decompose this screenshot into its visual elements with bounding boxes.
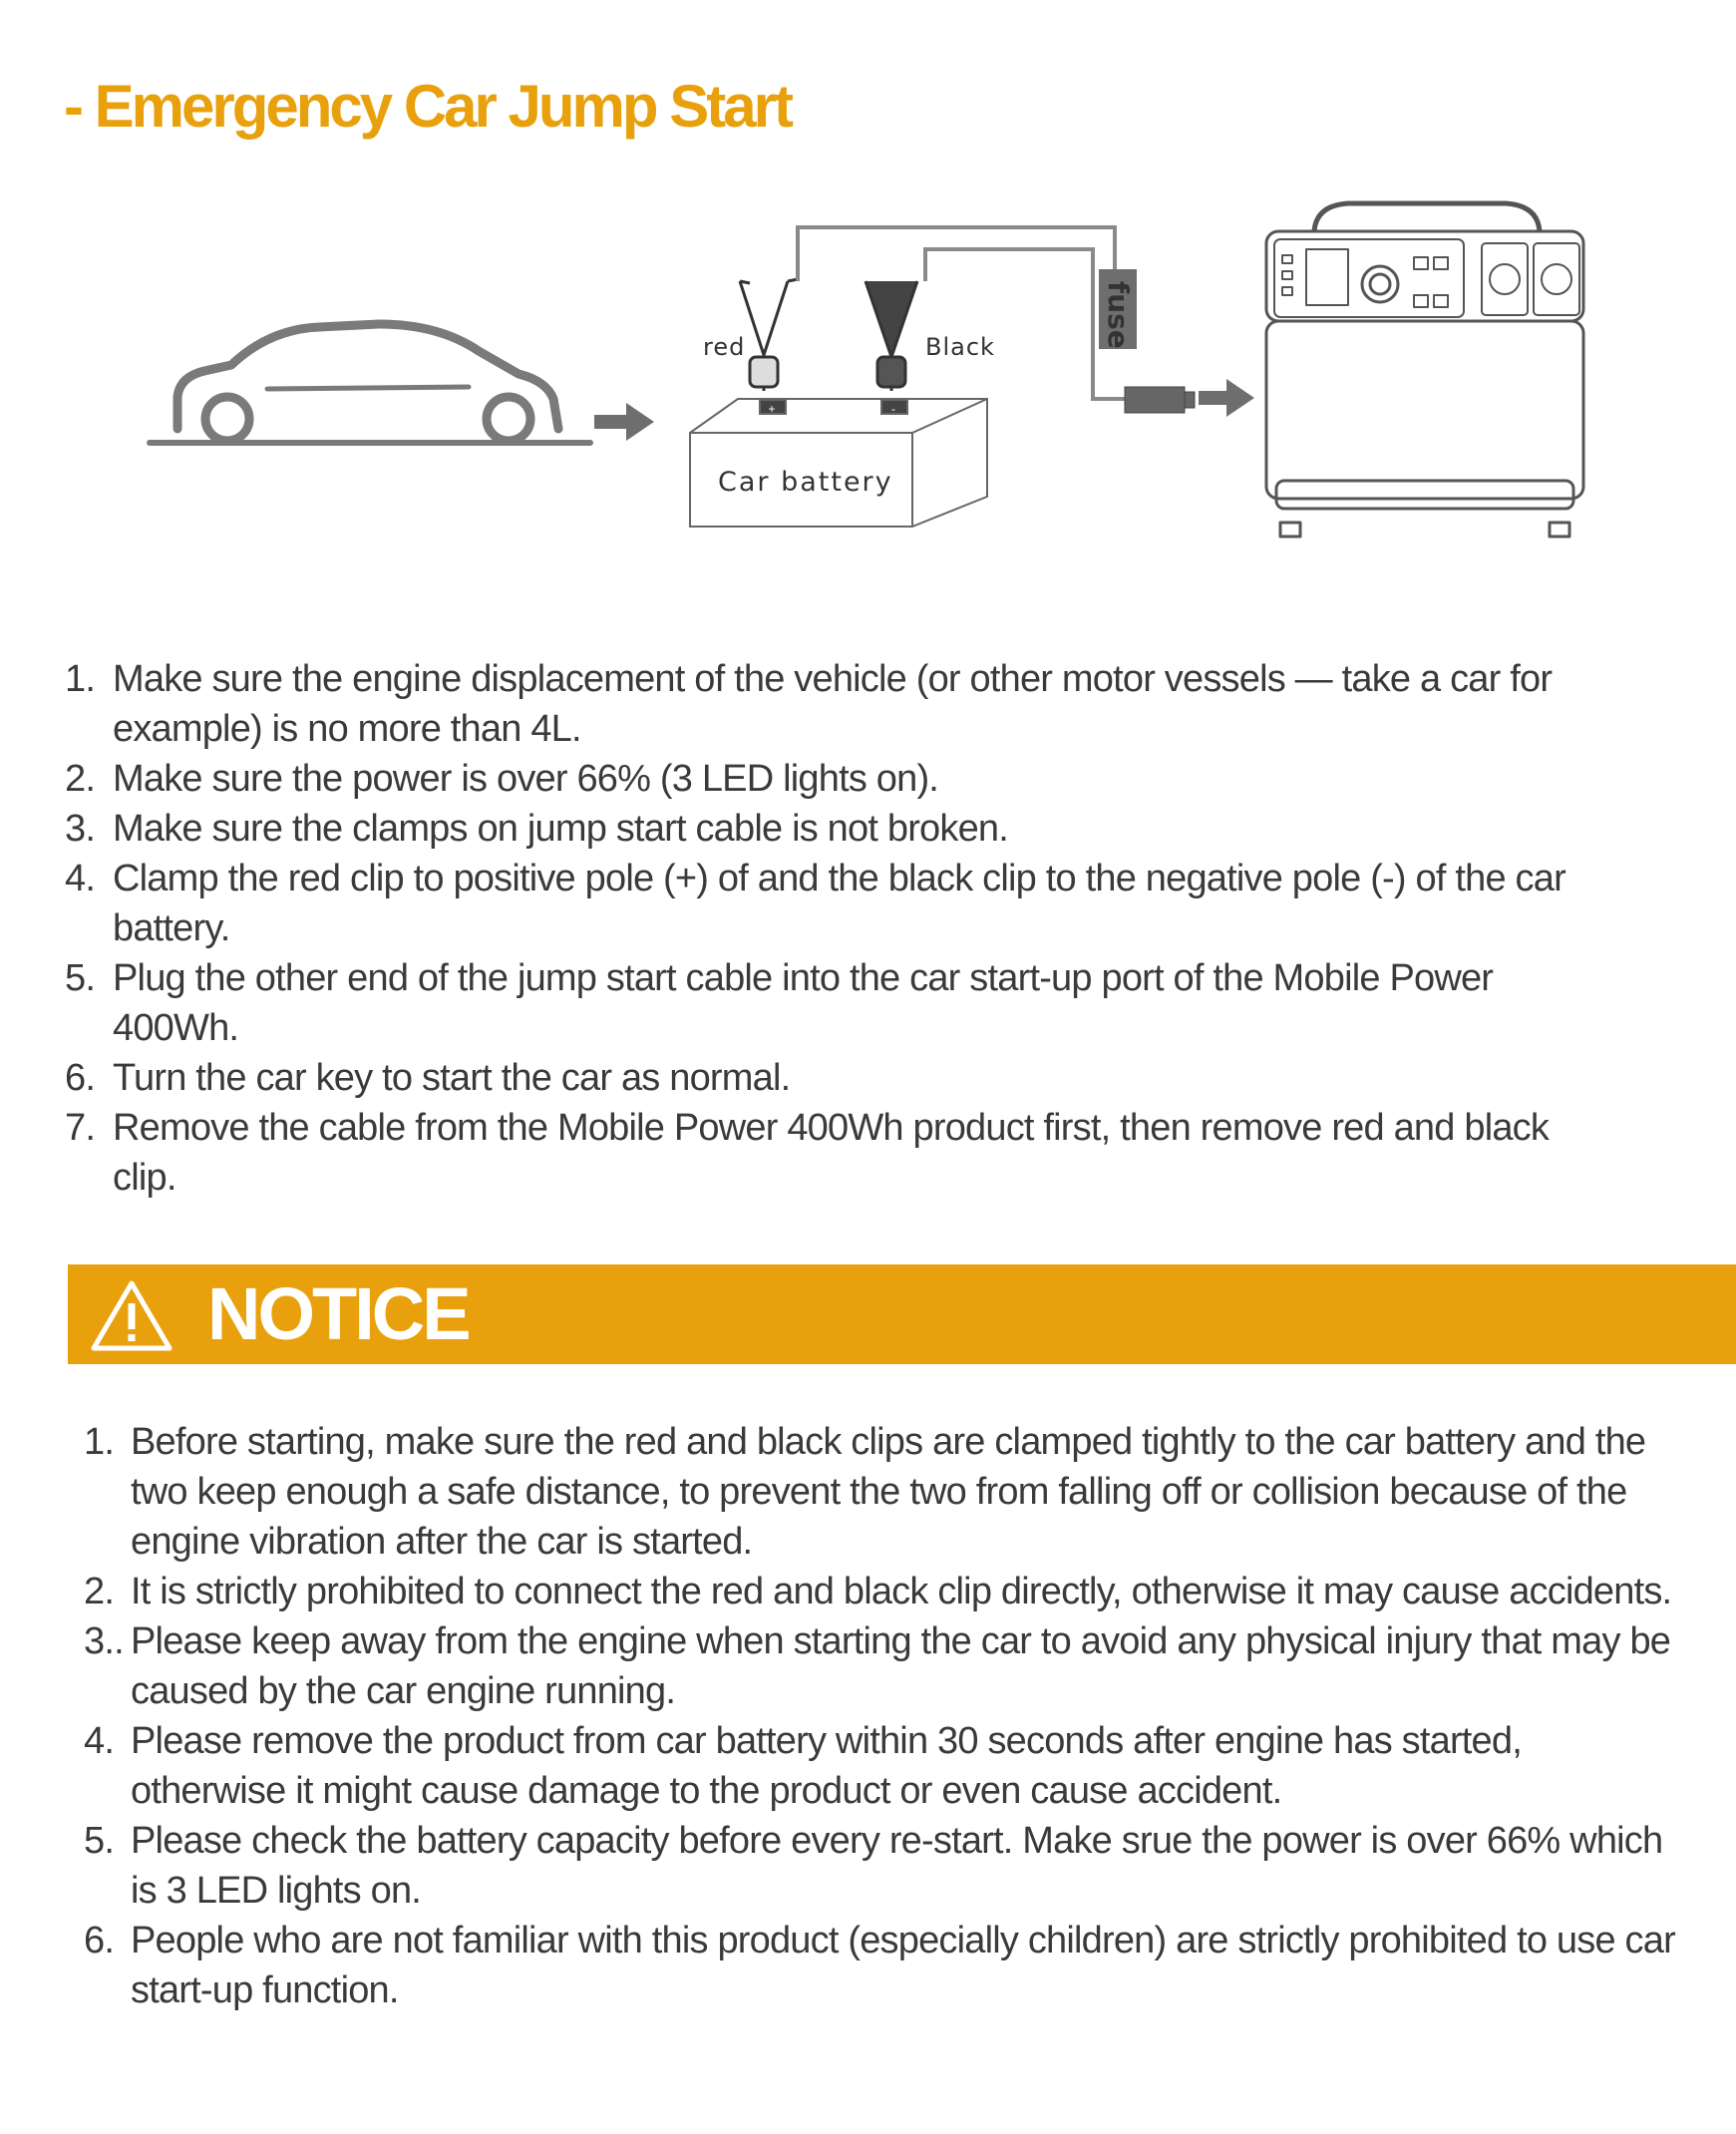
note-number: 6.: [84, 1920, 115, 1961]
step-text: Make sure the clamps on jump start cable is not broken.: [113, 808, 1009, 850]
step-number: 7.: [65, 1107, 96, 1149]
notice-banner: [68, 1264, 1736, 1364]
note-text: People who are not familiar with this product (especially children) are strictly prohibited to use car start-up function.: [131, 1920, 1675, 2011]
note-text: Please remove the product from car battery within 30 seconds after engine has started, otherwise it might cause damage to the product or even cause accident.: [131, 1720, 1522, 1812]
step-text: Make sure the engine displacement of the vehicle (or other motor vessels — take a car for example) is no more than 4L.: [113, 658, 1553, 750]
list-item: [80, 1417, 1675, 1567]
fuse-label: fuse: [1102, 281, 1135, 349]
step-number: 1.: [65, 658, 96, 700]
step-text: Turn the car key to start the car as normal.: [113, 1057, 791, 1099]
step-text: Clamp the red clip to positive pole (+) of and the black clip to the negative pole (-) of the car battery.: [113, 858, 1565, 949]
note-number: 2.: [84, 1571, 115, 1612]
fuse-icon: [1099, 269, 1137, 349]
note-text: Before starting, make sure the red and black clips are clamped tightly to the car battery and the two keep enough a safe distance, to prevent the two from falling off or collision because of the engine vibration after the car is started.: [131, 1421, 1646, 1563]
note-text: Please check the battery capacity before every re-start. Make srue the power is over 66% which is 3 LED lights on.: [131, 1820, 1663, 1912]
arrow-right-icon: [1199, 379, 1254, 417]
list-item: [80, 1816, 1675, 1916]
svg-text:+: +: [768, 402, 776, 416]
jump-start-diagram: [0, 189, 1736, 588]
step-number: 2.: [65, 758, 96, 800]
battery-label: Car battery: [718, 467, 893, 498]
list-item: [80, 1567, 1675, 1616]
list-item: [60, 854, 1615, 953]
svg-text:-: -: [891, 402, 895, 416]
warning-triangle-icon: [90, 1277, 174, 1353]
car-icon: [150, 324, 590, 443]
power-station-icon: [1266, 203, 1583, 536]
note-number: 3..: [84, 1620, 124, 1662]
black-clamp-icon: [866, 281, 917, 391]
note-text: It is strictly prohibited to connect the red and black clip directly, otherwise it may cause accidents.: [131, 1571, 1672, 1612]
list-item: [80, 1716, 1675, 1816]
list-item: [60, 1103, 1615, 1203]
list-item: [60, 804, 1615, 854]
step-text: Remove the cable from the Mobile Power 400Wh product first, then remove red and black clip.: [113, 1107, 1550, 1199]
page-title: - Emergency Car Jump Start: [64, 73, 791, 140]
notice-title: NOTICE: [207, 1272, 469, 1355]
note-number: 1.: [84, 1421, 115, 1463]
jump-start-cable: [798, 227, 1125, 399]
note-number: 5.: [84, 1820, 115, 1862]
list-item: [60, 754, 1615, 804]
step-text: Plug the other end of the jump start cable into the car start-up port of the Mobile Power 400Wh.: [113, 957, 1494, 1049]
step-number: 6.: [65, 1057, 96, 1099]
note-text: Please keep away from the engine when starting the car to avoid any physical injury that may be caused by the car engine running.: [131, 1620, 1671, 1712]
step-text: Make sure the power is over 66% (3 LED lights on).: [113, 758, 939, 800]
step-number: 3.: [65, 808, 96, 850]
black-clip-label: Black: [925, 333, 995, 361]
list-item: [60, 953, 1615, 1053]
red-clamp-icon: [740, 279, 798, 391]
arrow-right-icon: [594, 403, 654, 441]
cable-plug-icon: [1125, 387, 1195, 413]
car-battery-icon: [690, 399, 987, 527]
list-item: [60, 1053, 1615, 1103]
list-item: [80, 1616, 1675, 1716]
note-number: 4.: [84, 1720, 115, 1762]
step-number: 5.: [65, 957, 96, 999]
instruction-steps: [60, 654, 1615, 1203]
red-clip-label: red: [703, 333, 746, 361]
list-item: [60, 654, 1615, 754]
notice-list: [80, 1417, 1675, 2015]
list-item: [80, 1916, 1675, 2015]
step-number: 4.: [65, 858, 96, 899]
